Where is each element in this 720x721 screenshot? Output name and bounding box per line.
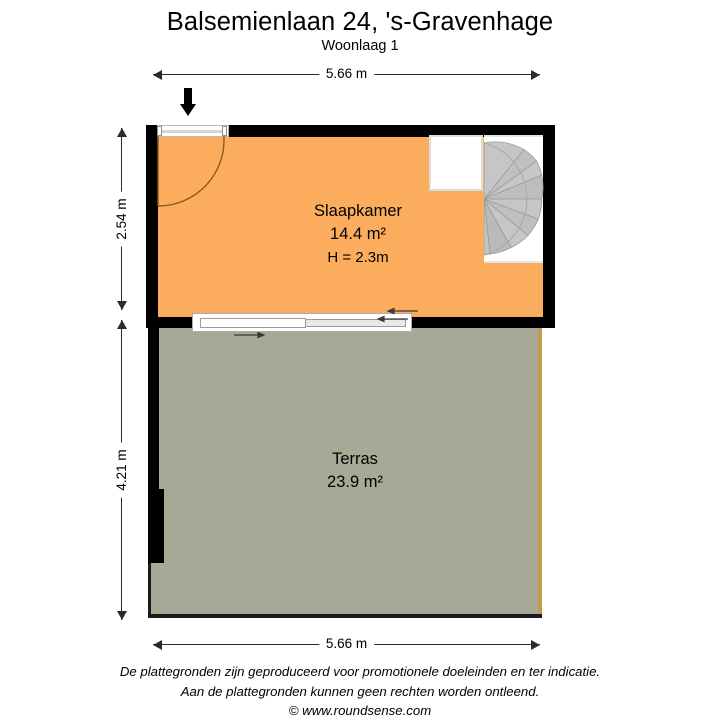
dimension-top-width-label: 5.66 m [319, 64, 374, 83]
arrow-right-icon [531, 640, 540, 650]
door-swing-arc-icon [156, 136, 232, 212]
spiral-staircase-icon [484, 137, 546, 261]
bedroom-label [238, 200, 478, 269]
dimension-left-lower-height-label: 4.21 m [113, 442, 131, 497]
page-subtitle: Woonlaag 1 [321, 38, 399, 54]
terrace-name: Terras [332, 450, 378, 468]
disclaimer-line-1: De plattegronden zijn geproduceerd voor promotionele doeleinden en ter indicatie. [119, 664, 601, 679]
arrow-left-icon [153, 640, 162, 650]
door-jamb-right [222, 126, 227, 136]
terrace-wall-left-lower [148, 489, 164, 563]
bedroom-height-value: H = 2.3m [327, 249, 389, 266]
dimension-bottom-width-label: 5.66 m [319, 634, 374, 653]
terrace-wall-left-thin [148, 560, 151, 618]
dimension-left-upper-height-label: 2.54 m [113, 191, 131, 246]
bedroom-name: Slaapkamer [313, 202, 403, 220]
bedroom-area-value: 14.4 m² [330, 225, 386, 243]
terrace-wall-left-upper [148, 327, 159, 492]
terrace-label [235, 448, 475, 494]
terrace-wall-bottom [148, 614, 542, 618]
disclaimer [0, 662, 720, 721]
disclaimer-line-3: © www.roundsense.com [288, 703, 432, 718]
terrace-railing [538, 327, 542, 618]
disclaimer-line-2: Aan de plattegronden kunnen geen rechten worden ontleend. [180, 683, 540, 699]
door-jamb-left [157, 126, 162, 136]
window-opening [429, 135, 483, 191]
terrace-area-value: 23.9 m² [327, 473, 383, 491]
slider-direction-arrows-icon [192, 302, 422, 344]
dimension-bottom-width [153, 636, 540, 654]
page-title: Balsemienlaan 24, 's-Gravenhage [166, 8, 554, 36]
